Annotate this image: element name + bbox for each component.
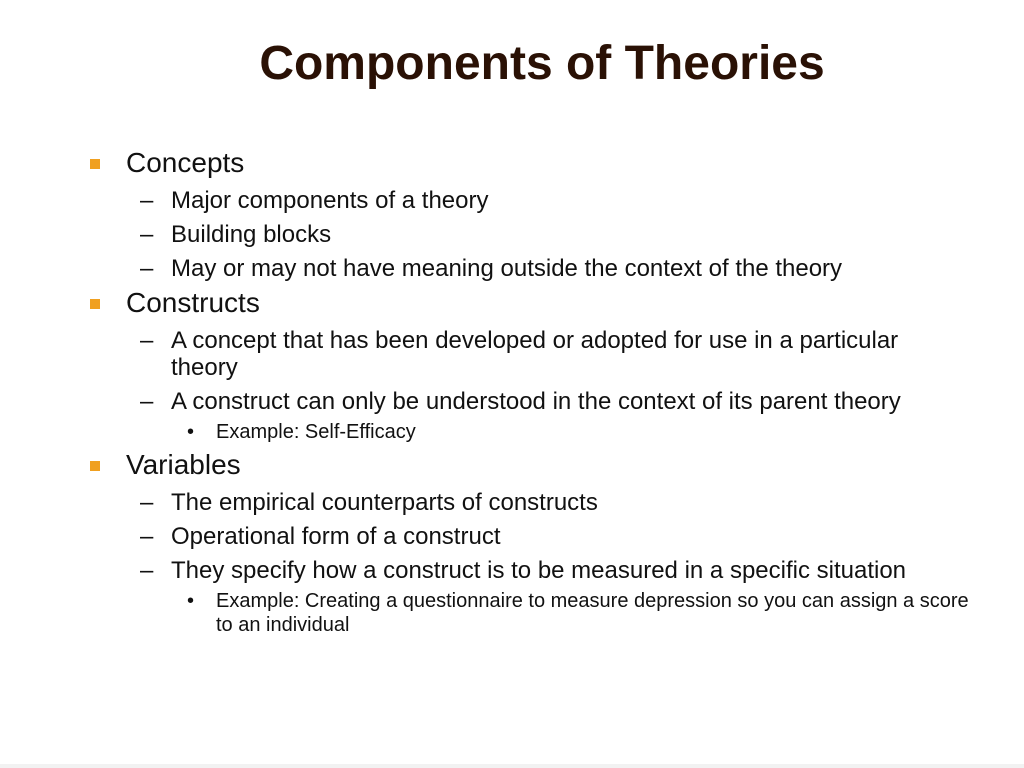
- sub-list-item: [87, 420, 987, 444]
- square-bullet-icon: [90, 299, 100, 309]
- dash-bullet-icon: –: [140, 489, 154, 516]
- sub-list-item: [87, 589, 976, 637]
- dash-bullet-icon: –: [140, 388, 154, 415]
- list-item: [87, 255, 987, 282]
- section-heading-text: Constructs: [126, 287, 260, 318]
- dash-bullet-icon: –: [140, 557, 154, 584]
- dash-bullet-icon: –: [140, 187, 154, 214]
- list-item-text: A construct can only be understood in the context of its parent theory: [171, 388, 901, 415]
- sub-list-item-text: Example: Self-Efficacy: [216, 421, 416, 443]
- section-constructs: [87, 286, 987, 444]
- bottom-divider: [0, 764, 1024, 768]
- dash-bullet-icon: –: [140, 523, 154, 550]
- section-heading: [87, 448, 987, 482]
- list-item: [87, 187, 987, 214]
- section-heading-text: Concepts: [126, 147, 245, 178]
- dash-bullet-icon: –: [140, 255, 154, 282]
- dash-bullet-icon: –: [140, 327, 154, 354]
- list-item: [87, 489, 987, 516]
- list-item-text: Major components of a theory: [171, 187, 489, 214]
- square-bullet-icon: [90, 159, 100, 169]
- section-heading: [87, 286, 987, 320]
- dot-bullet-icon: •: [187, 421, 195, 443]
- section-heading: [87, 146, 987, 180]
- list-item: [87, 523, 987, 550]
- list-item-text: Building blocks: [171, 221, 332, 248]
- list-item: [87, 327, 931, 381]
- sub-list-item-text: Example: Creating a questionnaire to measure depression so you can assign a score to an individual: [216, 590, 969, 636]
- list-item-text: Operational form of a construct: [171, 523, 501, 550]
- list-item: [87, 388, 971, 415]
- square-bullet-icon: [90, 461, 100, 471]
- section-concepts: [87, 146, 987, 282]
- section-variables: [87, 448, 987, 637]
- slide-body: [87, 146, 987, 637]
- list-item-text: May or may not have meaning outside the context of the theory: [171, 255, 843, 282]
- dot-bullet-icon: •: [187, 590, 195, 612]
- list-item: [87, 221, 987, 248]
- slide-title: Components of Theories: [259, 37, 825, 90]
- section-heading-text: Variables: [126, 449, 241, 480]
- list-item-text: The empirical counterparts of constructs: [171, 489, 598, 516]
- list-item: [87, 557, 971, 584]
- list-item-text: They specify how a construct is to be measured in a specific situation: [171, 557, 907, 584]
- list-item-text: A concept that has been developed or adopted for use in a particular theory: [171, 327, 899, 381]
- dash-bullet-icon: –: [140, 221, 154, 248]
